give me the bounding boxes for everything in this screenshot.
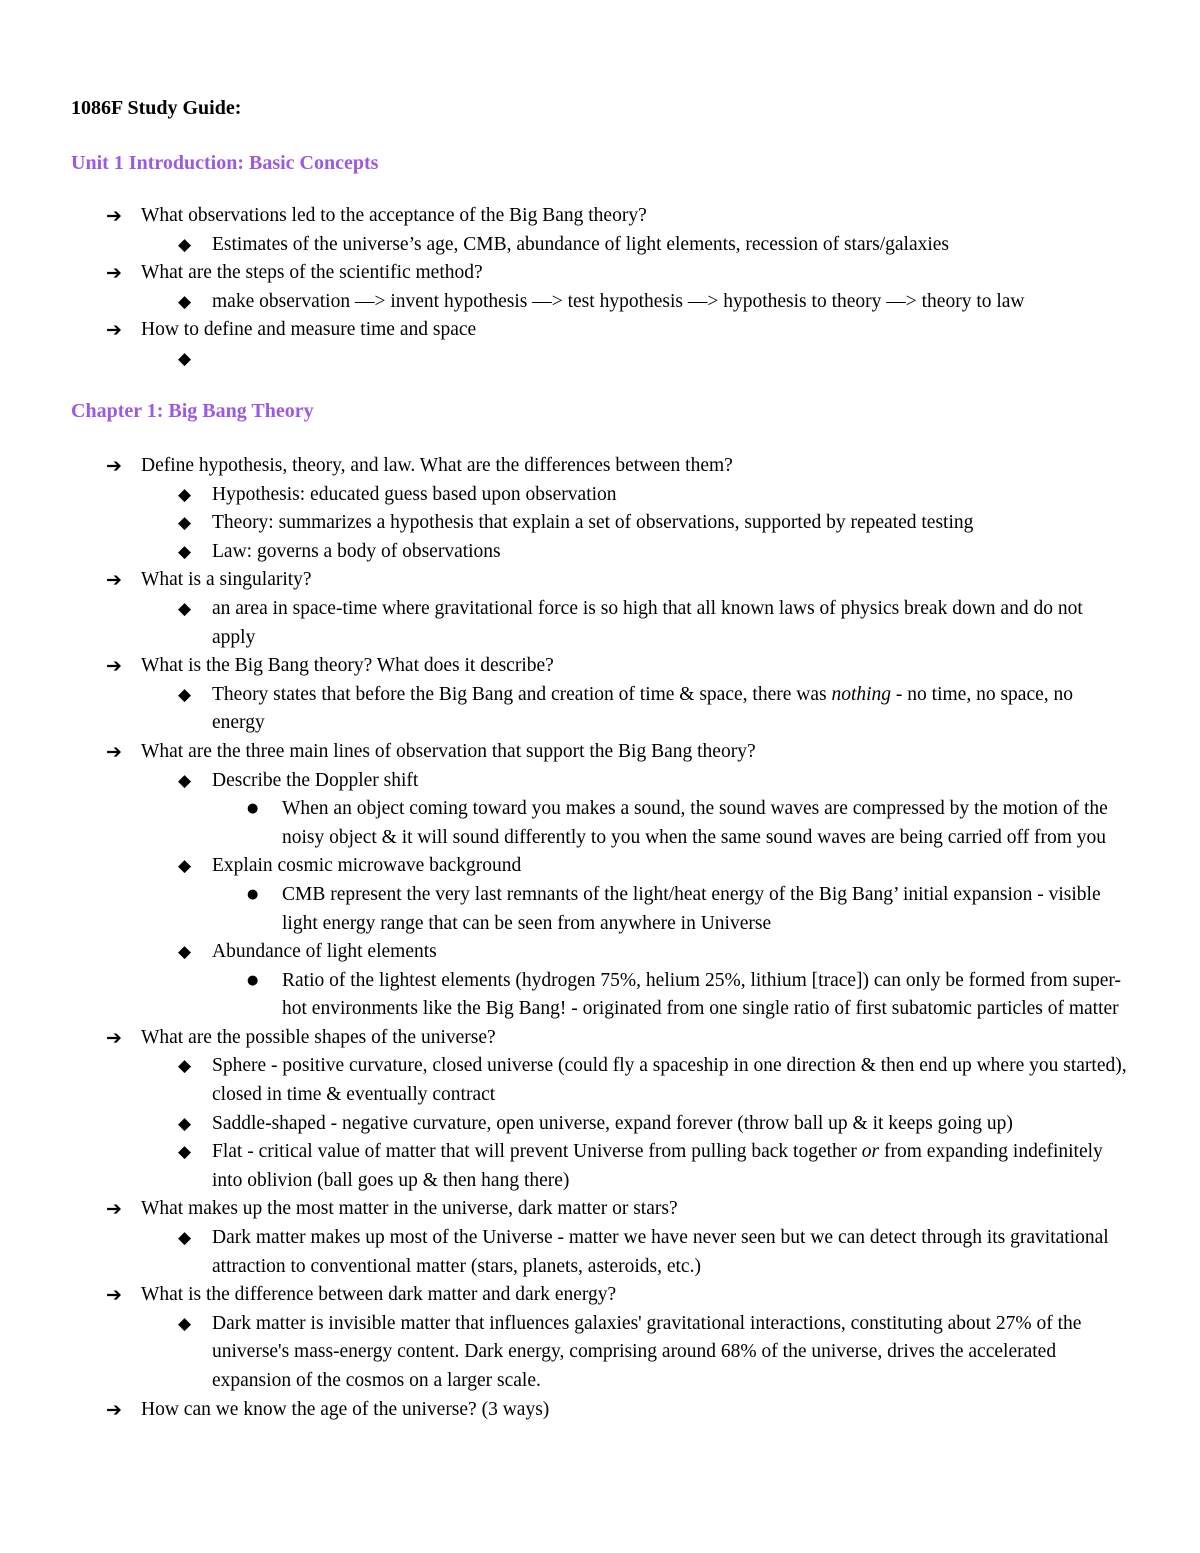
list-item xyxy=(0,938,1200,967)
item-text: CMB represent the very last remnants of the light/heat energy of the Big Bang’ initial expansion - visible light energy range that can be seen from anywhere in Universe xyxy=(282,883,1101,934)
diamond-icon: ◆ xyxy=(178,484,192,505)
arrow-icon: ➔ xyxy=(106,1284,122,1307)
list-item xyxy=(0,345,1200,374)
list-item xyxy=(0,681,1200,738)
item-text: Hypothesis: educated guess based upon observation xyxy=(212,483,617,505)
list-item xyxy=(0,1138,1200,1195)
list-item xyxy=(0,738,1200,767)
diamond-icon: ◆ xyxy=(178,770,192,791)
arrow-icon: ➔ xyxy=(106,1398,122,1421)
dot-icon: ● xyxy=(247,801,259,817)
item-text: Describe the Doppler shift xyxy=(212,769,419,791)
diamond-icon: ◆ xyxy=(178,684,192,705)
list-item xyxy=(0,1281,1200,1310)
list-item xyxy=(0,231,1200,260)
list-item xyxy=(0,652,1200,681)
list-item xyxy=(0,288,1200,317)
list-item xyxy=(0,1024,1200,1053)
item-text: Sphere - positive curvature, closed universe (could fly a spaceship in one direction & then end up where you started), closed in time & eventually contract xyxy=(212,1055,1127,1106)
dot-icon: ● xyxy=(247,972,259,988)
item-text: Theory: summarizes a hypothesis that explain a set of observations, supported by repeated testing xyxy=(212,512,974,534)
diamond-icon: ◆ xyxy=(178,1228,192,1249)
list-item xyxy=(0,1396,1200,1425)
diamond-icon: ◆ xyxy=(178,1142,192,1163)
arrow-icon: ➔ xyxy=(106,569,122,592)
item-text: How can we know the age of the universe? (3 ways) xyxy=(141,1398,550,1420)
item-text: Explain cosmic microwave background xyxy=(212,855,522,877)
list-item xyxy=(0,1110,1200,1139)
diamond-icon: ◆ xyxy=(178,1313,192,1334)
list-item xyxy=(0,566,1200,595)
diamond-icon: ◆ xyxy=(178,1056,192,1077)
list-item xyxy=(0,1310,1200,1396)
item-text: Dark matter makes up most of the Universe - matter we have never seen but we can detect through its gravitational attraction to conventional matter (stars, planets, asteroids, etc.) xyxy=(212,1227,1109,1277)
arrow-icon: ➔ xyxy=(106,319,122,342)
arrow-icon: ➔ xyxy=(106,655,122,678)
arrow-icon: ➔ xyxy=(106,455,122,477)
item-text: Saddle-shaped - negative curvature, open universe, expand forever (throw ball up & it keeps going up) xyxy=(212,1112,1013,1134)
section-list-unit-1 xyxy=(0,202,1200,374)
item-text: How to define and measure time and space xyxy=(141,319,477,341)
item-text: What is the difference between dark matter and dark energy? xyxy=(141,1284,617,1306)
diamond-icon: ◆ xyxy=(178,1113,192,1134)
emphasis-text: nothing xyxy=(831,683,892,705)
diamond-icon: ◆ xyxy=(178,856,192,877)
item-text: When an object coming toward you makes a sound, the sound waves are compressed by the motion of the noisy object & it will sound differently to you when the same sound waves are being carried off from you xyxy=(282,798,1108,848)
item-text: an area in space-time where gravitational force is so high that all known laws of physics break down and do not apply xyxy=(212,597,1083,648)
list-item xyxy=(0,1052,1200,1109)
list-item xyxy=(0,795,1200,852)
list-item xyxy=(0,595,1200,652)
item-text: What is the Big Bang theory? What does it describe? xyxy=(141,655,554,677)
emphasis-text: or xyxy=(861,1141,880,1163)
item-text: Estimates of the universe’s age, CMB, abundance of light elements, recession of stars/galaxies xyxy=(212,233,950,255)
item-text: What are the three main lines of observation that support the Big Bang theory? xyxy=(141,740,756,762)
item-text: Law: governs a body of observations xyxy=(212,540,501,562)
arrow-icon: ➔ xyxy=(106,205,122,227)
list-item xyxy=(0,481,1200,510)
arrow-icon: ➔ xyxy=(106,1026,122,1049)
list-item xyxy=(0,259,1200,288)
item-text-part: from expanding indefinitely into oblivion (ball goes up & then hang there) xyxy=(212,1141,1103,1191)
list-item xyxy=(0,1224,1200,1281)
item-text: make observation —> invent hypothesis —> test hypothesis —> hypothesis to theory —> theory to law xyxy=(212,290,1025,312)
item-text-part: Flat - critical value of matter that will prevent Universe from pulling back together xyxy=(212,1141,862,1163)
item-text: Ratio of the lightest elements (hydrogen 75%, helium 25%, lithium [trace]) can only be formed from super-hot environments like the Big Bang! - originated from one single ratio of first subatomic particles of matter xyxy=(282,969,1121,1020)
diamond-icon: ◆ xyxy=(178,291,192,312)
item-text: What are the possible shapes of the universe? xyxy=(141,1026,496,1048)
list-item xyxy=(0,452,1200,481)
list-item xyxy=(0,202,1200,231)
item-text: What is a singularity? xyxy=(141,569,312,591)
list-item xyxy=(0,509,1200,538)
diamond-icon: ◆ xyxy=(178,348,192,369)
document-title: 1086F Study Guide: xyxy=(71,97,242,119)
list-item xyxy=(0,967,1200,1024)
item-text-part: - no time, no space, no energy xyxy=(212,683,1074,734)
item-text: Abundance of light elements xyxy=(212,941,437,963)
item-text-part: Theory states that before the Big Bang and creation of time & space, there was xyxy=(212,683,832,705)
arrow-icon: ➔ xyxy=(106,740,122,763)
list-item xyxy=(0,852,1200,881)
item-text: Dark matter is invisible matter that influences galaxies' gravitational interactions, constituting about 27% of the universe's mass-energy content. Dark energy, comprising around 68% of the universe, drives the accelerated expansion of the cosmos on a larger scale. xyxy=(212,1312,1082,1391)
item-text: Define hypothesis, theory, and law. What are the differences between them? xyxy=(141,455,733,476)
item-text: What makes up the most matter in the universe, dark matter or stars? xyxy=(141,1198,678,1220)
diamond-icon: ◆ xyxy=(178,942,192,963)
section-heading-unit-1: Unit 1 Introduction: Basic Concepts xyxy=(71,152,379,174)
item-text: What are the steps of the scientific method? xyxy=(141,262,483,284)
section-heading-chapter-1: Chapter 1: Big Bang Theory xyxy=(71,400,314,422)
arrow-icon: ➔ xyxy=(106,262,122,285)
diamond-icon: ◆ xyxy=(178,541,192,562)
diamond-icon: ◆ xyxy=(178,234,192,255)
diamond-icon: ◆ xyxy=(178,513,192,534)
dot-icon: ● xyxy=(247,886,259,902)
section-list-chapter-1 xyxy=(0,452,1200,1424)
list-item xyxy=(0,767,1200,796)
list-item xyxy=(0,316,1200,345)
list-item xyxy=(0,1195,1200,1224)
arrow-icon: ➔ xyxy=(106,1198,122,1221)
list-item xyxy=(0,881,1200,938)
list-item xyxy=(0,538,1200,567)
diamond-icon: ◆ xyxy=(178,598,192,619)
item-text: What observations led to the acceptance of the Big Bang theory? xyxy=(141,205,647,226)
